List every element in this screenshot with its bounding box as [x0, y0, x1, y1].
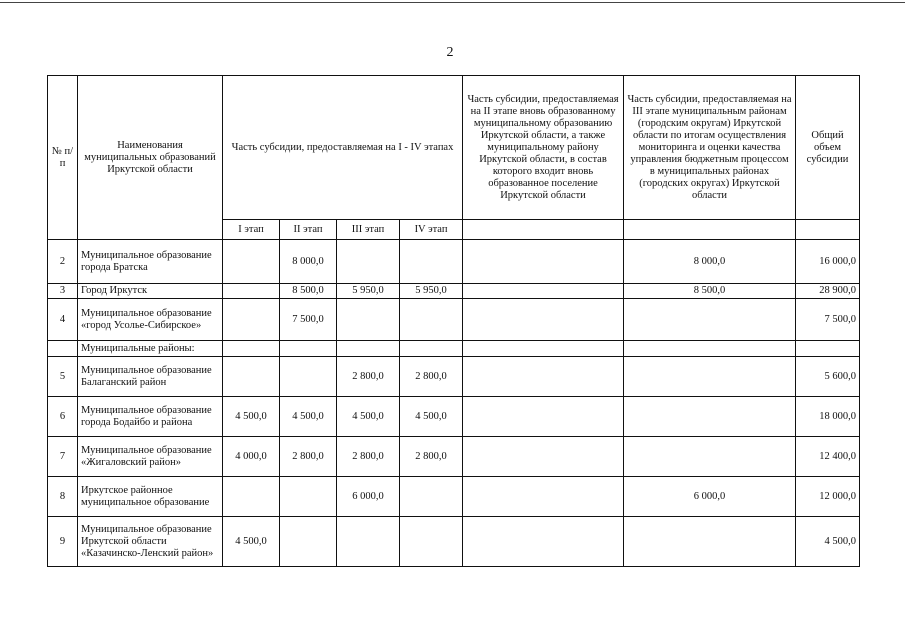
- row-stage3-part: [624, 437, 796, 477]
- row-stage3-part: [624, 517, 796, 567]
- table-row: [48, 397, 860, 437]
- row-num: 6: [48, 397, 78, 437]
- row-num: 4: [48, 299, 78, 341]
- row-stage-4: [400, 299, 463, 341]
- row-total: [796, 341, 860, 357]
- row-new: [463, 240, 624, 284]
- row-total: 18 000,0: [796, 397, 860, 437]
- row-name: Муниципальные районы:: [78, 341, 223, 357]
- row-stage-1: 4 000,0: [223, 437, 280, 477]
- row-total: 16 000,0: [796, 240, 860, 284]
- row-stage-1: 4 500,0: [223, 517, 280, 567]
- row-total: 12 400,0: [796, 437, 860, 477]
- row-stage-3: 2 800,0: [337, 357, 400, 397]
- row-num: 3: [48, 284, 78, 299]
- row-num: 5: [48, 357, 78, 397]
- row-stage-1: [223, 284, 280, 299]
- row-stage-4: [400, 517, 463, 567]
- row-stage-4: [400, 341, 463, 357]
- header-total: Общий объем субсидии: [796, 76, 860, 220]
- row-stage-1: [223, 299, 280, 341]
- table-row: [48, 240, 860, 284]
- row-stage-2: [280, 477, 337, 517]
- subheader-blank-total: [796, 220, 860, 240]
- row-num: [48, 341, 78, 357]
- table-row: [48, 517, 860, 567]
- subheader-blank-new: [463, 220, 624, 240]
- row-name: Город Иркутск: [78, 284, 223, 299]
- row-stage-3: [337, 517, 400, 567]
- row-total: 5 600,0: [796, 357, 860, 397]
- row-stage-3: 6 000,0: [337, 477, 400, 517]
- row-stage3-part: 8 000,0: [624, 240, 796, 284]
- subheader-stage-4: IV этап: [400, 220, 463, 240]
- page-number: 2: [446, 45, 454, 60]
- row-stage-2: 7 500,0: [280, 299, 337, 341]
- row-stage-2: [280, 357, 337, 397]
- header-stage2-new: Часть субсидии, предоставляемая на II этапе вновь образованному муниципальному образованию Иркутской области, а также муниципальному району Иркутской области, в состав которого входит вновь образованное поселение Иркутской области: [463, 76, 624, 220]
- row-num: 7: [48, 437, 78, 477]
- row-new: [463, 517, 624, 567]
- row-stage-4: [400, 477, 463, 517]
- header-stages-1-4: Часть субсидии, предоставляемая на I - IV этапах: [223, 76, 463, 220]
- row-stage3-part: 8 500,0: [624, 284, 796, 299]
- row-stage-1: [223, 341, 280, 357]
- row-stage-3: [337, 240, 400, 284]
- table-row: [48, 341, 860, 357]
- header-num: № п/п: [48, 76, 78, 240]
- header-stage3: Часть субсидии, предоставляемая на III этапе муниципальным районам (городским округам) Иркутской области по итогам осуществления мониторинга и оценки качества управления бюджетным процессом в муниципальных районах (городских округах) Иркутской области: [624, 76, 796, 220]
- row-name: Муниципальное образование Иркутской области «Казачинско-Ленский район»: [78, 517, 223, 567]
- header-name: Наименования муниципальных образований Иркутской области: [78, 76, 223, 240]
- subsidy-table: [47, 75, 860, 567]
- row-stage-2: 4 500,0: [280, 397, 337, 437]
- table-row: [48, 477, 860, 517]
- row-stage-4: 2 800,0: [400, 357, 463, 397]
- row-new: [463, 357, 624, 397]
- row-stage-3: 2 800,0: [337, 437, 400, 477]
- row-stage3-part: [624, 397, 796, 437]
- row-num: 9: [48, 517, 78, 567]
- row-stage-3: [337, 341, 400, 357]
- row-stage-4: [400, 240, 463, 284]
- row-new: [463, 284, 624, 299]
- row-num: 2: [48, 240, 78, 284]
- subheader-stage-3: III этап: [337, 220, 400, 240]
- row-stage3-part: [624, 357, 796, 397]
- row-stage-4: 2 800,0: [400, 437, 463, 477]
- row-stage-2: [280, 517, 337, 567]
- table-row: [48, 299, 860, 341]
- row-stage-4: 5 950,0: [400, 284, 463, 299]
- row-stage-1: 4 500,0: [223, 397, 280, 437]
- row-new: [463, 397, 624, 437]
- row-name: Муниципальное образование города Бодайбо и района: [78, 397, 223, 437]
- table-row: [48, 357, 860, 397]
- top-rule: [0, 2, 905, 3]
- row-num: 8: [48, 477, 78, 517]
- subheader-stage-1: I этап: [223, 220, 280, 240]
- table-row: [48, 284, 860, 299]
- row-total: 4 500,0: [796, 517, 860, 567]
- row-stage-3: 5 950,0: [337, 284, 400, 299]
- row-total: 7 500,0: [796, 299, 860, 341]
- row-stage-3: 4 500,0: [337, 397, 400, 437]
- row-name: Муниципальное образование города Братска: [78, 240, 223, 284]
- row-new: [463, 299, 624, 341]
- row-new: [463, 341, 624, 357]
- row-new: [463, 477, 624, 517]
- row-stage3-part: [624, 341, 796, 357]
- subheader-stage-2: II этап: [280, 220, 337, 240]
- row-stage-2: 2 800,0: [280, 437, 337, 477]
- table-row: [48, 437, 860, 477]
- row-name: Муниципальное образование «Жигаловский район»: [78, 437, 223, 477]
- row-stage-1: [223, 477, 280, 517]
- row-name: Иркутское районное муниципальное образование: [78, 477, 223, 517]
- row-name: Муниципальное образование «город Усолье-Сибирское»: [78, 299, 223, 341]
- row-new: [463, 437, 624, 477]
- row-name: Муниципальное образование Балаганский район: [78, 357, 223, 397]
- row-stage-2: 8 500,0: [280, 284, 337, 299]
- row-stage3-part: [624, 299, 796, 341]
- row-stage-3: [337, 299, 400, 341]
- subheader-blank-stage3: [624, 220, 796, 240]
- row-stage-4: 4 500,0: [400, 397, 463, 437]
- row-stage-1: [223, 240, 280, 284]
- row-total: 28 900,0: [796, 284, 860, 299]
- row-stage-1: [223, 357, 280, 397]
- header-row: [48, 76, 860, 220]
- row-stage-2: [280, 341, 337, 357]
- row-stage3-part: 6 000,0: [624, 477, 796, 517]
- row-stage-2: 8 000,0: [280, 240, 337, 284]
- row-total: 12 000,0: [796, 477, 860, 517]
